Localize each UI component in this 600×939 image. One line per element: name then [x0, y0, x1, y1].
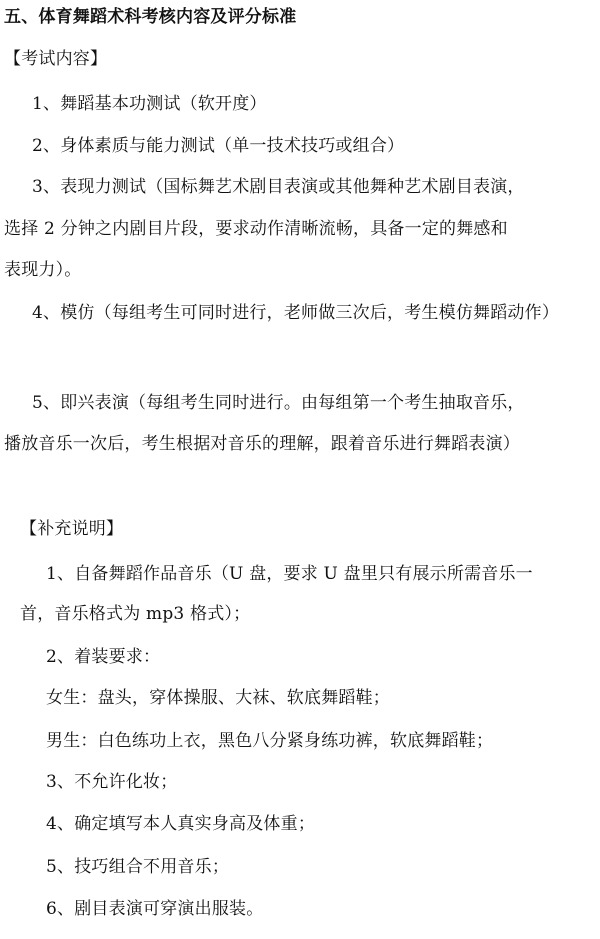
supplement-item-1-line-1: 1、自备舞蹈作品音乐（U 盘，要求 U 盘里只有展示所需音乐一	[46, 564, 533, 584]
supplement-section-title: 【补充说明】	[20, 519, 124, 539]
exam-item-5-line-2: 播放音乐一次后，考生根据对音乐的理解，跟着音乐进行舞蹈表演）	[4, 434, 520, 454]
exam-section-title: 【考试内容】	[4, 49, 108, 69]
supplement-item-5: 5、技巧组合不用音乐；	[46, 857, 230, 877]
supplement-item-3: 3、不允许化妆；	[46, 772, 178, 792]
supplement-item-1-line-2: 首，音乐格式为 mp3 格式）；	[20, 604, 251, 624]
exam-item-1: 1、舞蹈基本功测试（软开度）	[32, 94, 267, 114]
exam-item-3-line-1: 3、表现力测试（国标舞艺术剧目表演或其他舞种艺术剧目表演，	[32, 177, 525, 197]
exam-item-3-line-2: 选择 2 分钟之内剧目片段，要求动作清晰流畅，具备一定的舞感和	[4, 219, 508, 239]
supplement-item-female-dress: 女生：盘头，穿体操服、大袜、软底舞蹈鞋；	[46, 688, 390, 708]
supplement-item-6: 6、剧目表演可穿演出服装。	[46, 899, 264, 919]
supplement-item-4: 4、确定填写本人真实身高及体重；	[46, 814, 316, 834]
exam-item-4: 4、模仿（每组考生可同时进行，老师做三次后，考生模仿舞蹈动作）	[32, 303, 560, 323]
exam-item-5-line-1: 5、即兴表演（每组考生同时进行。由每组第一个考生抽取音乐，	[32, 393, 525, 413]
supplement-item-male-dress: 男生：白色练功上衣，黑色八分紧身练功裤，软底舞蹈鞋；	[46, 731, 494, 751]
exam-item-2: 2、身体素质与能力测试（单一技术技巧或组合）	[32, 136, 405, 156]
supplement-item-2: 2、着装要求：	[46, 647, 161, 667]
document-heading: 五、体育舞蹈术科考核内容及评分标准	[4, 7, 297, 27]
exam-item-3-line-3: 表现力）。	[4, 260, 82, 280]
